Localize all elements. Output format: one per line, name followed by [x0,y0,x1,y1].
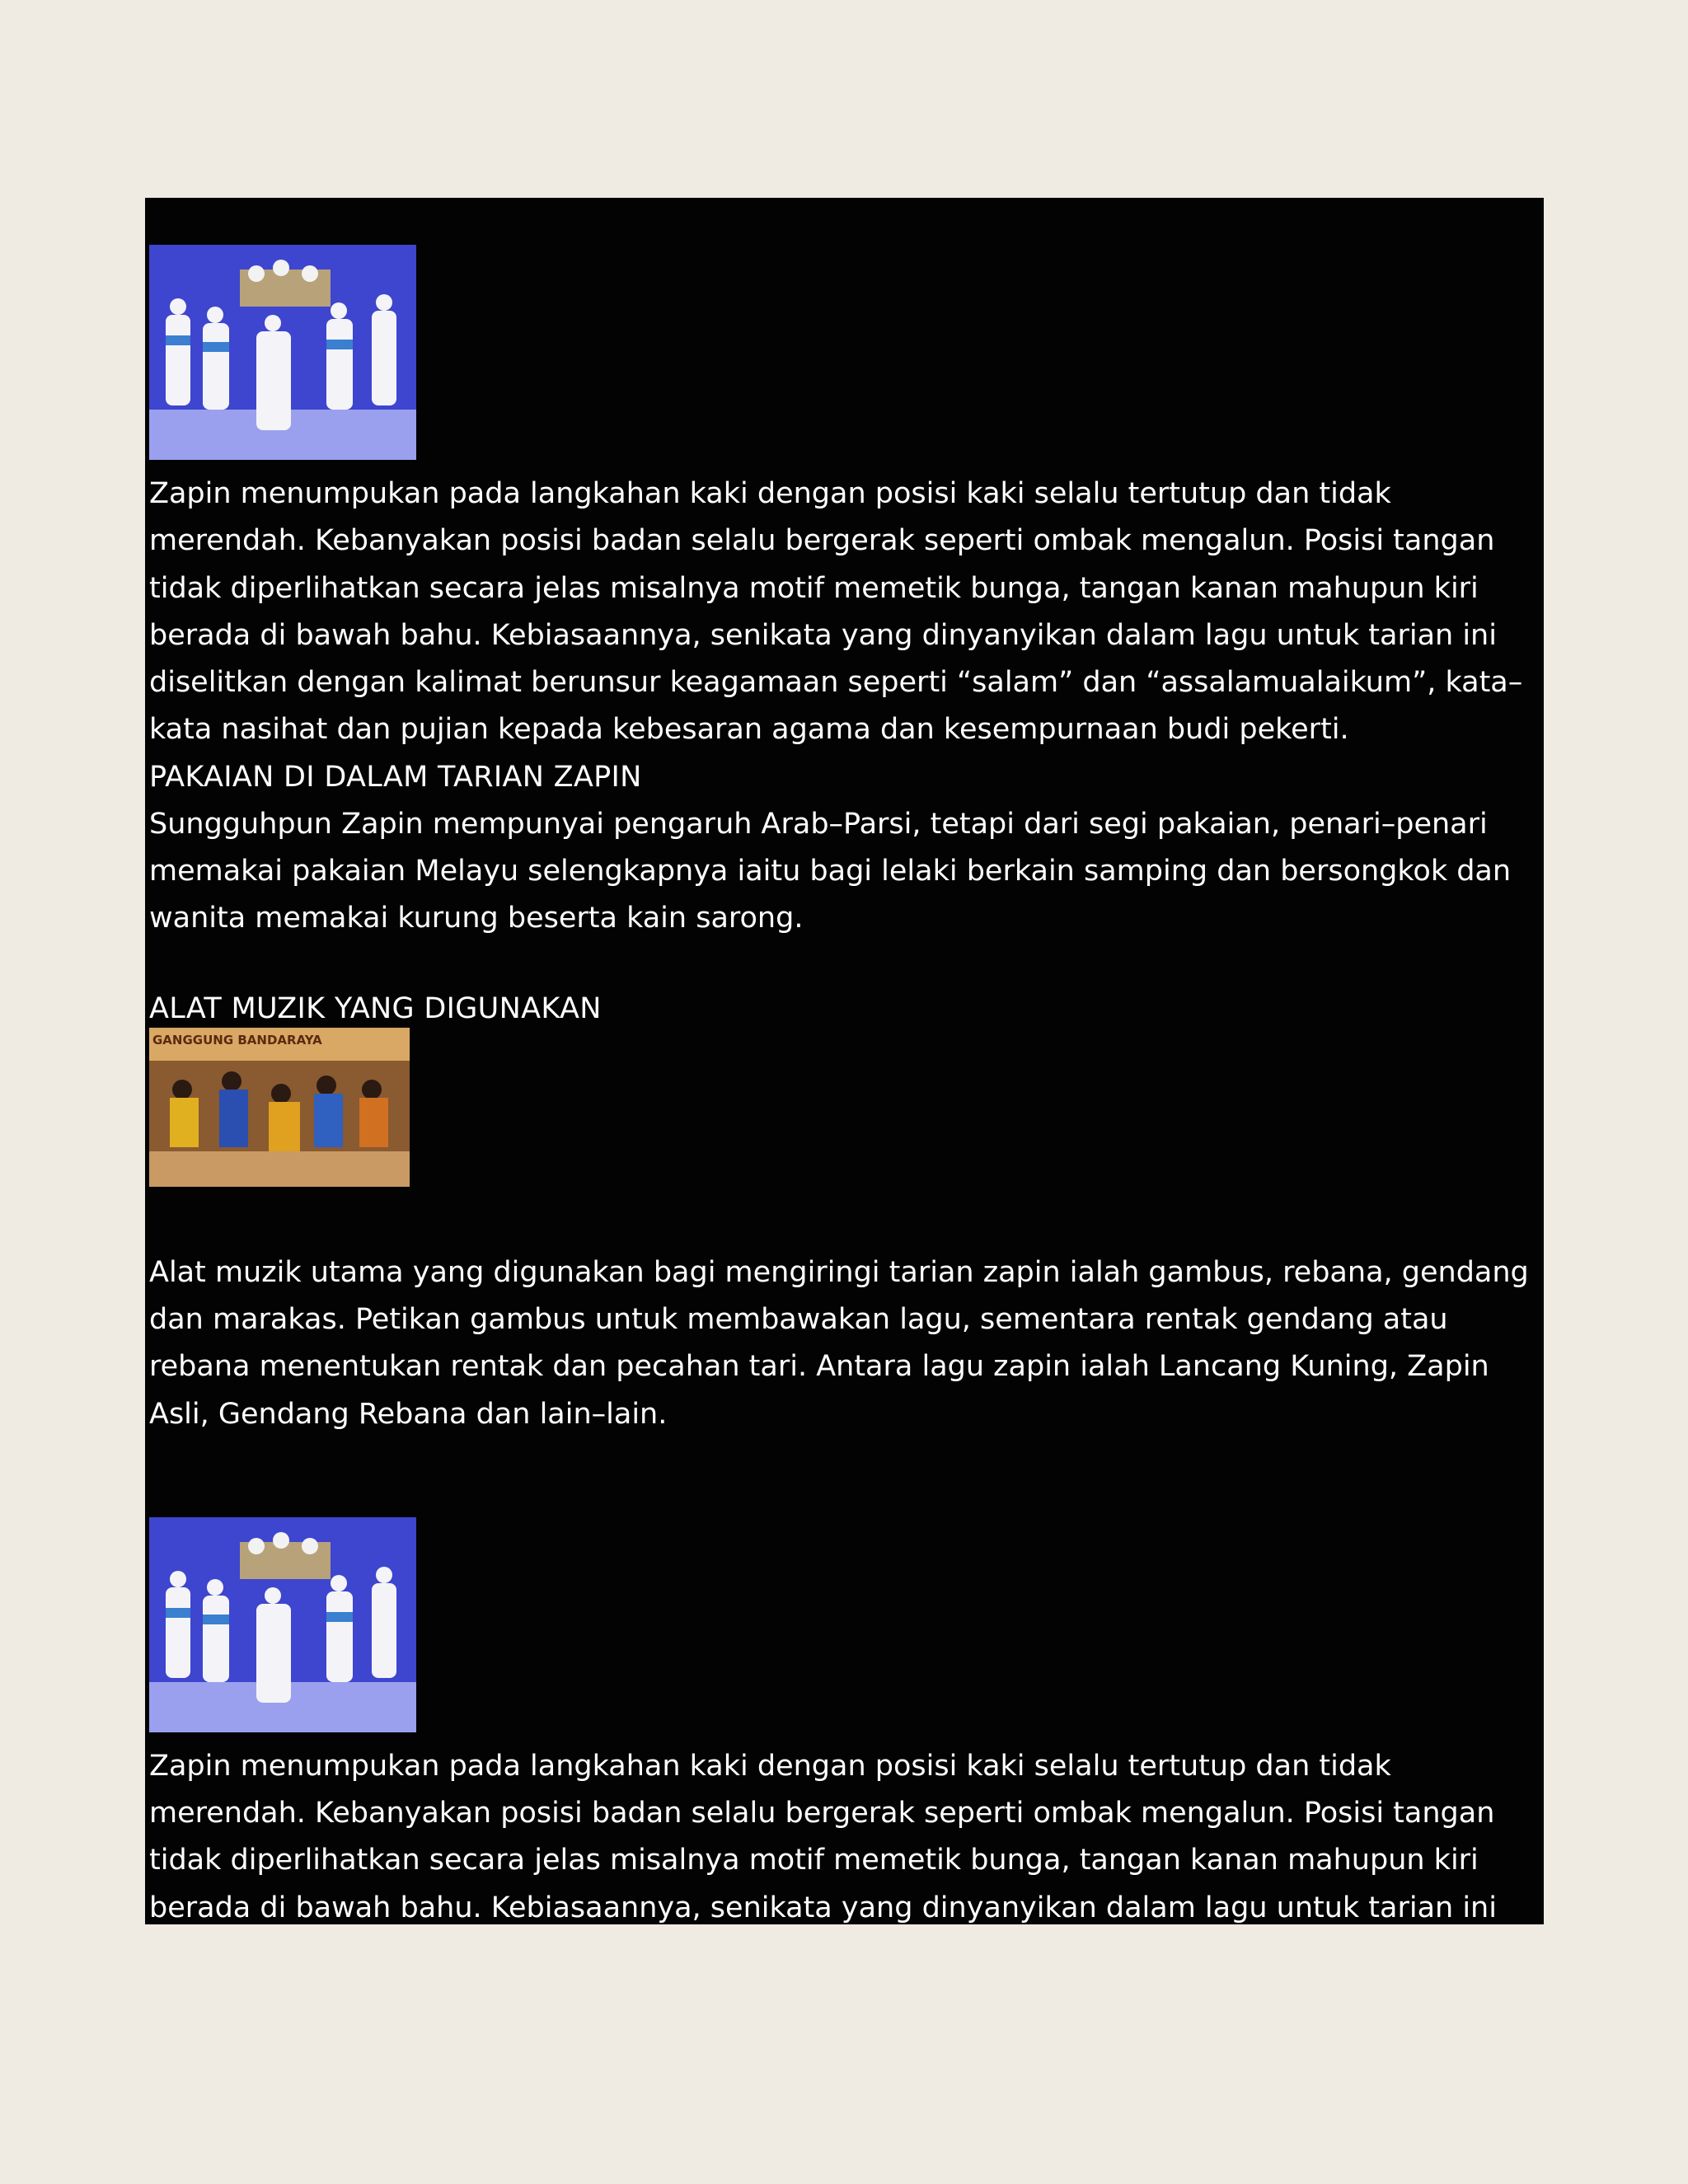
paragraph-line: diselitkan dengan kalimat berunsur keagamaan seperti “salam” dan “assalamualaikum”, kata– [149,666,1523,700]
paragraph-line: Zapin menumpukan pada langkahan kaki dengan posisi kaki selalu tertutup dan tidak [149,477,1391,510]
zapin-dancers-photo-repeat [149,1517,416,1732]
paragraph-line: tidak diperlihatkan secara jelas misalnya motif memetik bunga, tangan kanan mahupun kiri [149,1844,1479,1877]
paragraph-line: berada di bawah bahu. Kebiasaannya, senikata yang dinyanyikan dalam lagu untuk tarian ini [149,1891,1497,1924]
paragraph-line: dan marakas. Petikan gambus untuk membawakan lagu, sementara rentak gendang atau [149,1302,1448,1336]
paragraph-line: tidak diperlihatkan secara jelas misalnya motif memetik bunga, tangan kanan mahupun kiri [149,571,1479,605]
paragraph-line: merendah. Kebanyakan posisi badan selalu bergerak seperti ombak mengalun. Posisi tangan [149,524,1495,558]
zapin-dancers-photo [149,245,416,460]
document-content-area [145,198,1544,1924]
section-heading-pakaian: PAKAIAN DI DALAM TARIAN ZAPIN [149,760,642,794]
section-alat-muzik [149,990,1540,1438]
document-body [149,198,1540,1924]
zapin-dancers-illustration [149,1517,416,1732]
paragraph-line: berada di bawah bahu. Kebiasaannya, senikata yang dinyanyikan dalam lagu untuk tarian ini [149,618,1497,652]
paragraph-line: Asli, Gendang Rebana dan lain–lain. [149,1397,668,1431]
section-intro-repeat [149,1743,1540,1924]
paragraph-line: kata nasihat dan pujian kepada kebesaran agama dan kesempurnaan budi pekerti. [149,713,1349,747]
section-heading-alat-muzik: ALAT MUZIK YANG DIGUNAKAN [149,991,602,1025]
zapin-performance-photo [149,1028,410,1187]
section-intro [149,471,1540,754]
paragraph-line: Zapin menumpukan pada langkahan kaki dengan posisi kaki selalu tertutup dan tidak [149,1749,1391,1783]
top-spacer [149,198,1540,245]
paragraph-line: wanita memakai kurung beserta kain sarong. [149,902,804,935]
paragraph-line: merendah. Kebanyakan posisi badan selalu bergerak seperti ombak mengalun. Posisi tangan [149,1797,1495,1830]
paragraph-line: Alat muzik utama yang digunakan bagi mengiringi tarian zapin ialah gambus, rebana, gendang [149,1255,1529,1289]
paragraph-line: memakai pakaian Melayu selengkapnya iaitu bagi lelaki berkain samping dan bersongkok dan [149,855,1512,888]
paragraph-line: rebana menentukan rentak dan pecahan tari. Antara lagu zapin ialah Lancang Kuning, Zapin [149,1350,1489,1384]
paragraph-line: Sungguhpun Zapin mempunyai pengaruh Arab–Parsi, tetapi dari segi pakaian, penari–penari [149,807,1488,841]
section-pakaian [149,754,1540,943]
banner-text: GANGGUNG BANDARAYA [152,1032,322,1047]
zapin-dancers-illustration [149,245,416,460]
zapin-performance-illustration [149,1028,410,1187]
